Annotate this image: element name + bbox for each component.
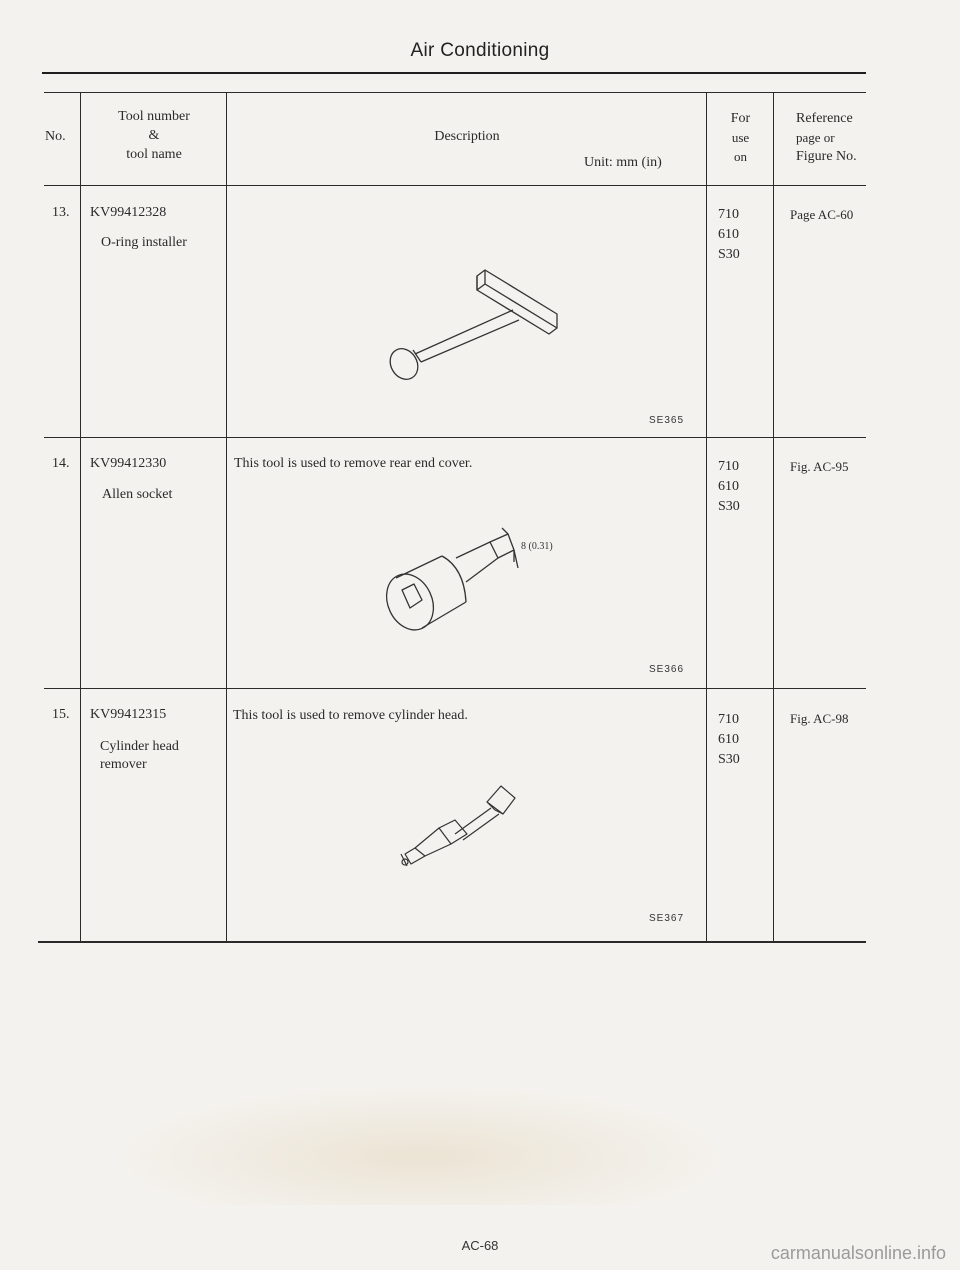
figure-code: SE365 [649, 415, 685, 426]
model-710: 710 [718, 207, 739, 222]
col-divider-description [706, 92, 707, 942]
col-divider-tool [226, 92, 227, 942]
header-bottom-border [44, 185, 866, 186]
model-s30: S30 [718, 247, 740, 262]
header-top-border [44, 92, 866, 93]
model-s30: S30 [718, 752, 740, 767]
table-bottom-border [38, 941, 866, 943]
dimension-label: 8 (0.31) [521, 541, 553, 552]
header-no: No. [45, 129, 66, 144]
figure-code: SE366 [649, 664, 685, 675]
tool-name: O-ring installer [101, 235, 187, 250]
model-710: 710 [718, 712, 739, 727]
header-tool-line1: Tool number [118, 109, 190, 124]
header-ref-line1: Reference [796, 111, 853, 126]
row-number: 15. [52, 707, 70, 722]
tool-name-line1: Cylinder head [100, 739, 179, 754]
paper-stain [110, 1085, 730, 1205]
row-13-bottom-border [44, 437, 866, 438]
model-610: 610 [718, 479, 739, 494]
row-14-bottom-border [44, 688, 866, 689]
page-title: Air Conditioning [410, 40, 550, 61]
model-s30: S30 [718, 499, 740, 514]
description: This tool is used to remove cylinder head. [233, 708, 468, 723]
header-unit: Unit: mm (in) [584, 155, 662, 170]
tool-name: Allen socket [102, 487, 173, 502]
watermark: carmanualsonline.info [770, 1243, 946, 1263]
o-ring-installer-illustration [385, 258, 565, 388]
col-divider-no [80, 92, 81, 942]
model-610: 610 [718, 227, 739, 242]
model-610: 610 [718, 732, 739, 747]
tool-number: KV99412328 [90, 205, 167, 220]
tool-name-line2: remover [100, 757, 147, 772]
header-tool-line2: & [148, 128, 160, 143]
reference: Fig. AC-95 [790, 459, 849, 474]
page-number: AC-68 [461, 1238, 499, 1253]
model-710: 710 [718, 459, 739, 474]
header-tool-line3: tool name [126, 147, 182, 162]
figure-code: SE367 [649, 913, 685, 924]
allen-socket-illustration [380, 528, 530, 638]
reference: Page AC-60 [790, 207, 854, 222]
row-number: 14. [52, 456, 70, 471]
header-description: Description [434, 129, 500, 144]
header-for-line3: on [734, 149, 747, 164]
row-number: 13. [52, 205, 70, 220]
header-ref-line2: page or [796, 130, 835, 145]
tool-number: KV99412330 [90, 456, 167, 471]
header-ref-line3: Figure No. [796, 149, 857, 164]
cylinder-head-remover-illustration [395, 780, 525, 870]
header-for-line2: use [731, 130, 750, 145]
description: This tool is used to remove rear end cover. [234, 456, 473, 471]
title-rule [42, 72, 866, 74]
tool-number: KV99412315 [90, 707, 167, 722]
col-divider-for-use [773, 92, 774, 942]
reference: Fig. AC-98 [790, 711, 849, 726]
header-for-line1: For [730, 111, 751, 126]
